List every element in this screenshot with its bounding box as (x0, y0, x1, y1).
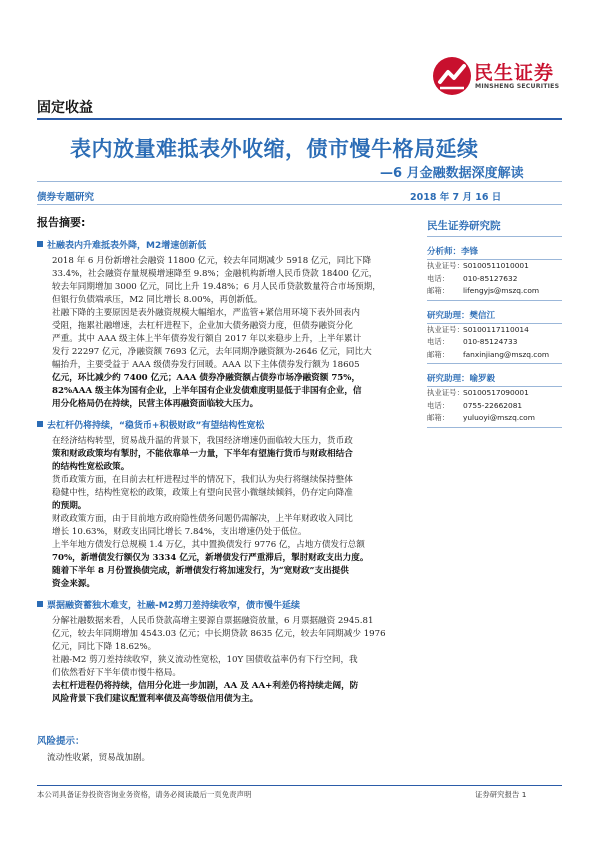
paragraph-line: 随着下半年 8 月份置换债完成，新增债发行将加速发行，为“宽财政”支出提供 (52, 566, 349, 576)
analyst-email[interactable]: yuluoyi@mszq.com (463, 413, 535, 422)
analyst-divider (427, 427, 562, 428)
analyst-email-row (427, 412, 562, 425)
paragraph-line: 社融下降的主要原因是表外融资规模大幅缩水，严监管+紧信用环境下表外回表内 (52, 308, 360, 318)
paragraph-line: 2018 年 6 月份新增社会融资 11800 亿元，较去年同期减少 5918 亿元，同比下降 (52, 256, 372, 266)
analyst-phone-row (427, 336, 562, 349)
square-bullet-icon (37, 421, 43, 427)
analyst-email[interactable]: lifengyjs@mszq.com (463, 286, 540, 295)
summary-sections (37, 238, 415, 706)
paragraph-line: 策和财政政策均有掣肘，不能依靠单一力量，下半年有望施行货币与财政相结合 (52, 449, 353, 459)
analyst-email-label: 邮箱： (427, 286, 450, 295)
analyst-phone: 0755-22662081 (463, 400, 523, 410)
section-paragraph (52, 615, 415, 706)
paragraph-line: 财政政策方面，由于目前地方政府隐性债务问题仍需解决，上半年财政收入同比 (52, 514, 353, 524)
paragraph-line: 的结构性宽松政策。 (52, 462, 130, 472)
report-date: 2018 年 7 月 16 日 (410, 192, 502, 203)
analyst-role: 研究助理：樊信江 (427, 309, 562, 324)
section-paragraph (52, 435, 415, 591)
section-bullet-heading (37, 598, 415, 611)
analyst-phone-row (427, 400, 562, 413)
summary-section (37, 238, 415, 411)
logo-chinese-name: 民生证券 (474, 62, 555, 84)
paragraph-line: 增长 10.63%，财政支出同比增长 7.84%，支出增速仍处于低位。 (52, 527, 307, 537)
analyst-role: 研究助理：喻罗毅 (427, 372, 562, 387)
paragraph-line: 在经济结构转型，贸易战升温的背景下，我国经济增速仍面临较大压力，货币政 (52, 436, 353, 446)
title-divider (37, 181, 562, 182)
analyst-license: S0100517090001 (463, 388, 529, 397)
section-bullet-heading (37, 418, 415, 431)
paragraph-line: 33.4%，社会融资存量规模增速降至 9.8%；金融机构新增人民币贷款 18400 亿元， (52, 269, 378, 279)
summary-section (37, 418, 415, 591)
meta-divider (37, 204, 562, 205)
square-bullet-icon (37, 241, 43, 247)
section-bullet-text: 去杠杆仍将持续，“稳货币+积极财政”有望结构性宽松 (47, 421, 265, 431)
paragraph-line: 受阻，拖累社融增速，去杠杆进程下，企业加大债务融资力度，但债券融资分化 (52, 321, 353, 331)
paragraph-line: 用分化格局仍在持续，民营主体再融资面临较大压力。 (52, 399, 259, 409)
analyst-divider (427, 300, 562, 301)
paragraph-line: 社融-M2 剪刀差持续收窄，狭义流动性宽松，10Y 国债收益率仍有下行空间，我 (52, 655, 358, 665)
analyst-email-label: 邮箱： (427, 413, 450, 422)
analyst-list (427, 245, 562, 428)
section-bullet-text: 票据融资蓄独木难支，社融-M2剪刀差持续收窄，债市慢牛延续 (47, 601, 300, 611)
paragraph-line: 风险背景下我们建议配置利率债及高等级信用债为主。 (52, 694, 259, 704)
analyst-license-label: 执业证号： (427, 261, 464, 270)
analyst-email-row (427, 285, 562, 298)
analyst-license-label: 执业证号： (427, 324, 464, 334)
footer-divider (37, 785, 562, 786)
risk-section (37, 733, 415, 763)
brand-logo (432, 56, 572, 96)
footer-page-label: 证券研究报告 1 (475, 790, 527, 799)
analyst-phone-label: 电话： (427, 400, 450, 410)
report-type: 债券专题研究 (37, 192, 95, 203)
analyst-sidebar (427, 215, 562, 428)
paragraph-line: 分解社融数据来看，人民币贷款高增主要源自票据融资放量，6 月票据融资 2945.81 (52, 616, 374, 626)
paragraph-line: 资金来源。 (52, 579, 95, 589)
paragraph-line: 70%，新增债发行额仅为 3334 亿元，新增债发行严重滞后，掣肘财政支出力度。 (52, 553, 369, 563)
section-bullet-heading (37, 238, 415, 251)
summary-heading: 报告摘要: (37, 216, 86, 229)
paragraph-line: 稳健中性，结构性宽松的政策，政策上有望向民营小微继续倾斜，仍存定向降准 (52, 488, 353, 498)
report-category: 固定收益 (37, 100, 93, 116)
analyst-role: 分析师：李锋 (427, 245, 562, 260)
paragraph-line: 上半年地方债发行总规模 1.4 万亿，其中置换债发行 9776 亿，占地方债发行总额 (52, 540, 365, 550)
footer-disclaimer: 本公司具备证券投资咨询业务资格，请务必阅读最后一页免责声明 (37, 790, 252, 799)
research-team: 民生证券研究院 (427, 215, 562, 237)
paragraph-line: 发行 22297 亿元，净融资额 7693 亿元，去年同期净融资额为-2646 亿元，同比大 (52, 347, 372, 357)
analyst-phone-label: 电话： (427, 273, 450, 283)
section-paragraph (52, 255, 415, 411)
paragraph-line: 亿元，同比下降 18.62%。 (52, 642, 157, 652)
logo-english-name: MINSHENG SECURITIES (475, 83, 560, 90)
minsheng-logo-icon (432, 56, 472, 96)
analyst-license-label: 执业证号： (427, 388, 464, 397)
report-subtitle: —6 月金融数据深度解读 (380, 166, 524, 181)
paragraph-line: 的预期。 (52, 501, 87, 511)
analyst-email[interactable]: fanxinjiang@mszq.com (463, 349, 550, 359)
analyst-license-row (427, 387, 562, 400)
risk-text: 流动性收紧，贸易战加剧。 (47, 753, 151, 763)
paragraph-line: 去杠杆进程仍将持续，信用分化进一步加剧，AA 及 AA+利差仍将持续走阔，防 (52, 681, 359, 691)
header-divider (37, 118, 562, 120)
paragraph-line: 亿元，环比减少约 7400 亿元；AAA 债券净融资额占债券市场净融资额 75%， (52, 373, 361, 383)
analyst-phone: 010-85127632 (463, 273, 518, 283)
paragraph-line: 但银行负债端承压，M2 同比增长 8.00%，再创新低。 (52, 295, 263, 305)
analyst-phone: 010-85124733 (463, 337, 518, 346)
paragraph-line: 严重。其中 AAA 级主体上半年债券发行额自 2017 年以来稳步上升，上半年累计 (52, 334, 362, 344)
analyst-email-label: 邮箱： (427, 349, 450, 359)
summary-section (37, 598, 415, 706)
paragraph-line: 亿元，较去年同期增加 4543.03 亿元；中长期贷款 8635 亿元，较去年同期减少 1976 (52, 629, 386, 639)
paragraph-line: 较去年同期增加 3000 亿元，同比上升 19.48%；6 月人民币贷款数量符合市场预期， (52, 282, 381, 292)
summary-column (37, 210, 415, 713)
risk-title: 风险提示： (37, 736, 85, 747)
paragraph-line: 82%AAA 级主体为国有企业，上半年国有企业发债难度明显低于非国有企业，信 (52, 386, 362, 396)
analyst-phone-label: 电话： (427, 337, 450, 346)
analyst-license-row (427, 324, 562, 337)
analyst-license-row (427, 260, 562, 273)
paragraph-line: 幅抬升，主要受益于 AAA 级债券发行回暖。AAA 以下主体债券发行额为 18605 (52, 360, 360, 370)
square-bullet-icon (37, 601, 43, 607)
analyst-license: S0100117110014 (463, 324, 529, 334)
paragraph-line: 们依然看好下半年债市慢牛格局。 (52, 668, 181, 678)
analyst-license: S0100511010001 (463, 261, 529, 270)
section-bullet-text: 社融表内升难抵表外降，M2增速创新低 (47, 241, 207, 251)
paragraph-line: 货币政策方面，在目前去杠杆进程过半的情况下，我们认为央行将继续保持整体 (52, 475, 353, 485)
analyst-divider (427, 363, 562, 364)
analyst-phone-row (427, 273, 562, 286)
analyst-email-row (427, 349, 562, 362)
report-title: 表内放量难抵表外收缩，债市慢牛格局延续 (70, 137, 479, 161)
